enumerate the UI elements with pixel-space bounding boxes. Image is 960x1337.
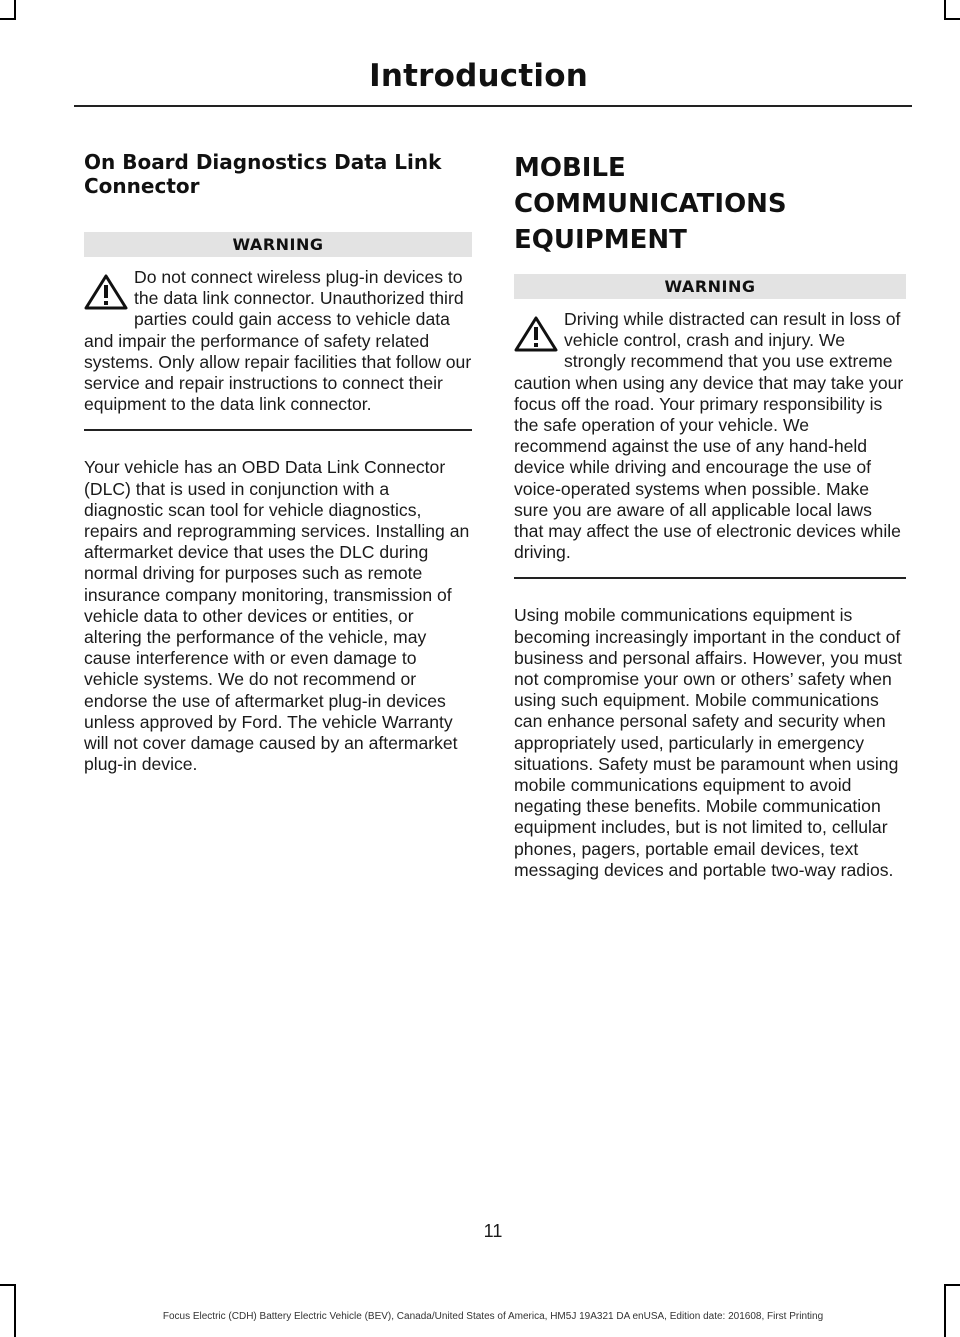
body-paragraph: Your vehicle has an OBD Data Link Connector (DLC) that is used in conjunction with a diagnostic scan tool for vehicle diagnostics, repairs and reprogramming services. Installing an aftermarket device that uses the DLC during normal driving for purposes such as remote insurance company monitoring, transmission of vehicle data to other devices or entities, or altering the performance of the vehicle, may cause interference with or even damage to vehicle systems. We do not recommend or endorse the use of aftermarket plug-in devices unless approved by Ford. The vehicle Warranty will not cover damage caused by an aftermarket plug-in device. xyxy=(84,457,470,775)
warning-triangle-icon xyxy=(514,315,558,353)
section-heading-mobile: MOBILE COMMUNICATIONS EQUIPMENT xyxy=(514,153,787,255)
crop-mark xyxy=(944,1284,960,1286)
title-divider xyxy=(74,105,912,107)
warning-divider xyxy=(514,577,906,579)
warning-box xyxy=(84,267,472,415)
crop-mark xyxy=(0,18,16,20)
left-column xyxy=(84,150,472,775)
page-number: 11 xyxy=(483,1221,503,1241)
body-paragraph: Using mobile communications equipment is becoming increasingly important in the conduct of business and personal affairs. However, you must not compromise your own or others’ safety when using such equipment. Mobile communications can enhance personal safety and security when appropriately used, particularly in emergency situations. Safety must be paramount when using mobile communications equipment to avoid negating these benefits. Mobile communication equipment includes, but is not limited to, cellular phones, pagers, portable email devices, text messaging devices and portable two-way radios. xyxy=(514,605,902,880)
section-heading-obd: On Board Diagnostics Data Link Connector xyxy=(84,150,442,198)
right-column xyxy=(514,150,906,881)
page-title: Introduction xyxy=(369,58,588,94)
warning-box xyxy=(514,309,906,563)
footer-edition: Focus Electric (CDH) Battery Electric Vehicle (BEV), Canada/United States of America, HM5J 19A321 DA enUSA, Edition date: 201608, First Printing xyxy=(162,1311,824,1322)
crop-mark xyxy=(0,1284,16,1286)
crop-mark xyxy=(944,0,946,20)
warning-label: WARNING xyxy=(514,274,906,299)
crop-mark xyxy=(944,18,960,20)
warning-text: Do not connect wireless plug-in devices to the data link connector. Unauthorized third parties could gain access to vehicle data and impair the performance of safety related systems. Only allow repair facilities that follow our service and repair instructions to connect their equipment to the data link connector. xyxy=(84,267,472,415)
warning-label: WARNING xyxy=(84,232,472,257)
warning-text: Driving while distracted can result in loss of vehicle control, crash and injury. We strongly recommend that you use extreme caution when using any device that may take your focus off the road. Your primary responsibility is the safe operation of your vehicle. We recommend against the use of any hand-held device while driving and encourage the use of voice-operated systems when possible. Make sure you are aware of all applicable local laws that may affect the use of electronic devices while driving. xyxy=(514,309,904,563)
crop-mark xyxy=(14,0,16,20)
warning-divider xyxy=(84,429,472,431)
warning-triangle-icon xyxy=(84,273,128,311)
